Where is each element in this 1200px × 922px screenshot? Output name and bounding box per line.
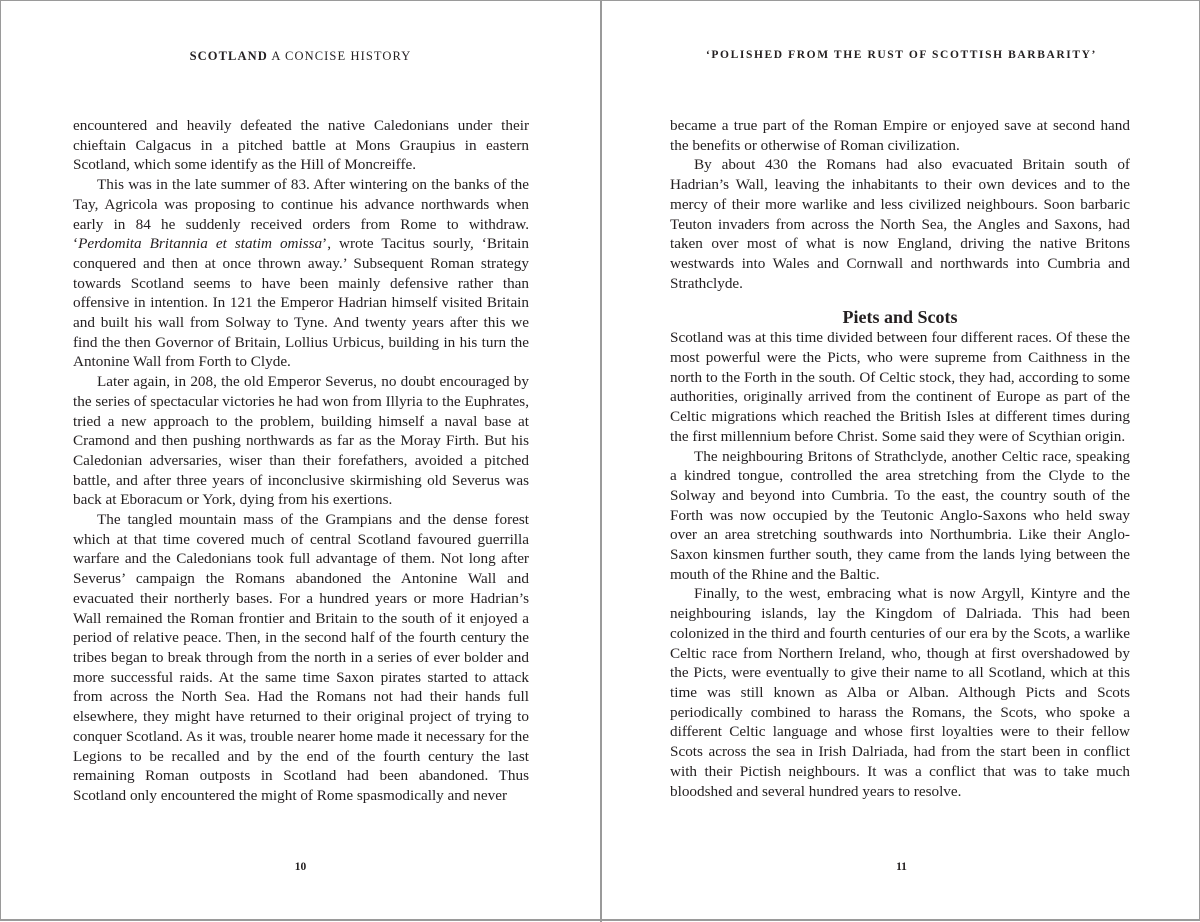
paragraph: Finally, to the west, embracing what is now Argyll, Kintyre and the neighbouring islands, lay the Kingdom of Dalriada. This had been colonized in the third and fourth centuries of our era by the Scots, a warlike Celtic race from Northern Ireland, who, though at first overshadowed by the Picts, were eventually to give their name to all Scotland, which at this time was still known as Alba or Alban. Although Picts and Scots periodically combined to harass the Romans, the Scots, who spoke a different Celtic language and whose first loyalties were to their fellow Scots across the sea in Irish Dalriada, had from the start been in conflict with their Pictish neighbours. It was a conflict that was to take much bloodshed and several hundred years to resolve.: [670, 585, 1130, 800]
paragraph: Later again, in 208, the old Emperor Severus, no doubt encouraged by the series of spectacular victories he had won from Illyria to the Euphrates, tried a new approach to the problem, building himself a naval base at Cramond and then pushing northwards as far as the Moray Firth. But his Caledonian adversaries, wiser than their forefathers, avoided a pitched battle, and after three years of inconclusive skirmishing old Severus was back at Eboracum or York, dying from his exertions.: [73, 373, 529, 509]
body-text-right: [670, 116, 1130, 801]
section-heading: Piets and Scots: [842, 307, 958, 328]
paragraph: [73, 175, 529, 372]
paragraph: The tangled mountain mass of the Grampians and the dense forest which at that time covered much of central Scotland favoured guerrilla warfare and the Caledonians took full advantage of them. Not long after Severus’ campaign the Romans abandoned the Antonine Wall and evacuated their northerly bases. For a hundred years or more Hadrian’s Wall remained the Roman frontier and Britain to the south of it enjoyed a period of relative peace. Then, in the second half of the fourth century the tribes began to break through from the north in a series of ever bolder and more successful raids. At the same time Saxon pirates started to attack from across the North Sea. Had the Romans not had their hands full elsewhere, they might have returned to their original project of trying to conquer Scotland. As it was, trouble nearer home made it necessary for the Legions to be recalled and by the end of the fourth century the last remaining Roman outposts in Scotland had been abandoned. Thus Scotland only encountered the might of Rome spasmodically and never: [73, 511, 529, 804]
right-page: [602, 1, 1200, 920]
paragraph-text: ’, wrote Tacitus sourly, ‘Britain conquered and then at once thrown away.’ Subsequent Roman strategy towards Scotland seems to have been mainly defensive rather than offensive in intention. In 121 the Emperor Hadrian himself visited Britain and built his wall from Solway to Tyne. And twenty years after this we find the then Governor of Britain, Lollius Urbicus, building in his turn the Antonine Wall from Forth to Clyde.: [73, 235, 529, 371]
page-number-left: 10: [294, 861, 307, 873]
paragraph: became a true part of the Roman Empire or enjoyed save at second hand the benefits or otherwise of Roman civilization.: [670, 117, 1130, 154]
paragraph: encountered and heavily defeated the native Caledonians under their chieftain Calgacus in a pitched battle at Mons Graupius in eastern Scotland, which some identify as the Hill of Moncreiffe.: [73, 117, 529, 174]
latin-quote: Perdomita Britannia et statim omissa: [78, 235, 323, 253]
running-head-right: ‘POLISHED FROM THE RUST OF SCOTTISH BARBARITY’: [706, 49, 1097, 61]
paragraph: Scotland was at this time divided between four different races. Of these the most powerful were the Picts, who were supreme from Caithness in the north to the Forth in the south. Of Celtic stock, they had, according to some authorities, originally arrived from the continent of Europe as part of the Celtic migrations which reached the British Isles at different times during the first millennium before Christ. Some said they were of Scythian origin.: [670, 329, 1130, 445]
book-subtitle: A CONCISE HISTORY: [267, 49, 412, 63]
page-number-right: 11: [896, 861, 907, 873]
book-title: SCOTLAND: [189, 49, 268, 63]
running-head-left: [1, 49, 600, 64]
left-page: [1, 1, 600, 920]
paragraph: The neighbouring Britons of Strathclyde, another Celtic race, speaking a kindred tongue, controlled the area stretching from the Clyde to the Solway and beyond into Cumbria. To the east, the country south of the Forth was now occupied by the Teutonic Anglo-Saxons who held sway over an area stretching southwards into Northumbria. Like their Anglo-Saxon kinsmen further south, they came from the lands lying between the mouth of the Rhine and the Baltic.: [670, 447, 1130, 583]
paragraph-text: This was in the late summer of 83. After wintering on the banks of the Tay, Agricola was proposing to continue his advance northwards when early in 84 he suddenly received orders from Rome to withdraw. ‘: [73, 176, 529, 253]
paragraph: By about 430 the Romans had also evacuated Britain south of Hadrian’s Wall, leaving the inhabitants to their own devices and to the mercy of their more warlike and less civilized neighbours. Soon barbaric Teuton invaders from across the North Sea, the Angles and Saxons, had taken over most of what is now England, driving the native Britons westwards into Wales and Cornwall and northwards into Cumbria and Strathclyde.: [670, 156, 1130, 292]
body-text-left: [73, 116, 529, 806]
